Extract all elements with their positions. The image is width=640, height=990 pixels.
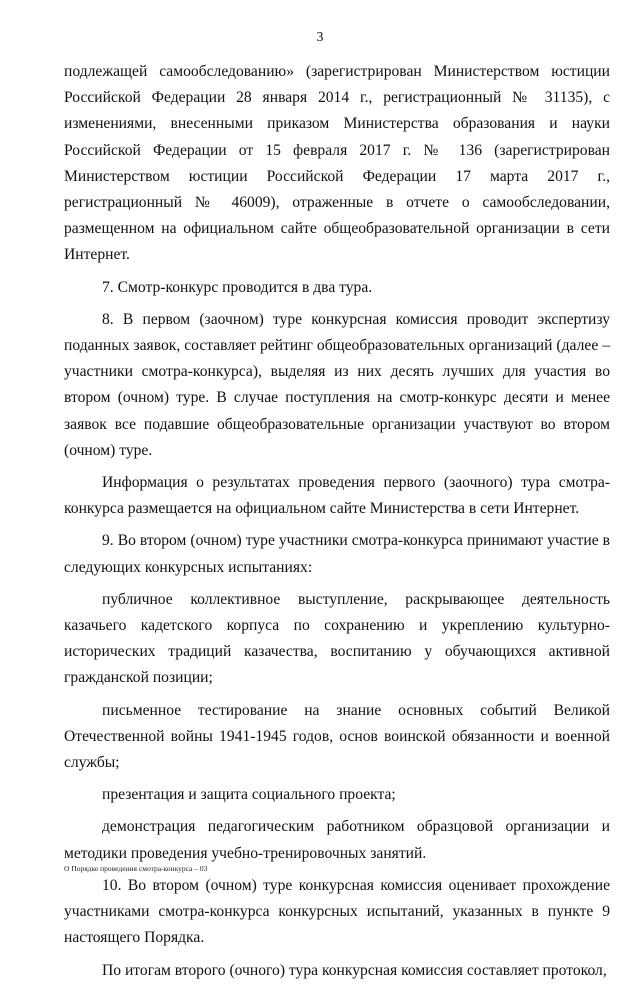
page-number: 3 <box>316 29 324 44</box>
paragraph-item-8: 8. В первом (заочном) туре конкурсная комиссия проводит экспертизу поданных заявок, составляет рейтинг общеобразовательных организаций (далее – участники смотра-конкурса), выделяя из них десять лучших для участия во втором (очном) туре. В случае поступления на смотр-конкурс десяти и менее заявок все подавшие общеобразовательные организации участвуют во втором (очном) туре. <box>64 310 610 459</box>
paragraph-item-9: 9. Во втором (очном) туре участники смотра-конкурса принимают участие в следующих конкурсных испытаниях: <box>64 532 610 576</box>
paragraph-info-results: Информация о результатах проведения первого (заочного) тура смотра-конкурса размещается на официальном сайте Министерства в сети Интернет. <box>64 474 610 518</box>
paragraph-continuation: подлежащей самообследованию» (зарегистрирован Министерством юстиции Российской Федерации 28 января 2014 г., регистрационный № 31135), с изменениями, внесенными приказом Министерства образования и науки Российской Федерации от 15 февраля 2017 г. № 136 (зарегистрирован Министерством юстиции Российской Федерации 17 марта 2017 г., регистрационный № 46009), отраженные в отчете о самообследовании, размещенном на официальном сайте общеобразовательной организации в сети Интернет. <box>64 63 610 264</box>
page-footer: О Порядке проведения смотра-конкурса – 03 <box>64 864 208 873</box>
paragraph-project-presentation: презентация и защита социального проекта; <box>102 786 396 804</box>
document-body <box>64 59 610 990</box>
paragraph-protocol: По итогам второго (очного) тура конкурсная комиссия составляет протокол, <box>102 961 607 979</box>
paragraph-item-10: 10. Во втором (очном) туре конкурсная комиссия оценивает прохождение участниками смотра-конкурса конкурсных испытаний, указанных в пункте 9 настоящего Порядка. <box>64 876 610 947</box>
paragraph-public-performance: публичное коллективное выступление, раскрывающее деятельность казачьего кадетского корпуса по сохранению и укреплению культурно-исторических традиций казачества, воспитанию у обучающихся активной гражданской позиции; <box>64 590 610 687</box>
paragraph-demonstration: демонстрация педагогическим работником образцовой организации и методики проведения учебно-тренировочных занятий. <box>64 818 610 862</box>
paragraph-item-7: 7. Смотр-конкурс проводится в два тура. <box>102 278 373 296</box>
paragraph-written-test: письменное тестирование на знание основных событий Великой Отечественной войны 1941-1945 годов, основ воинской обязанности и военной службы; <box>64 701 610 772</box>
